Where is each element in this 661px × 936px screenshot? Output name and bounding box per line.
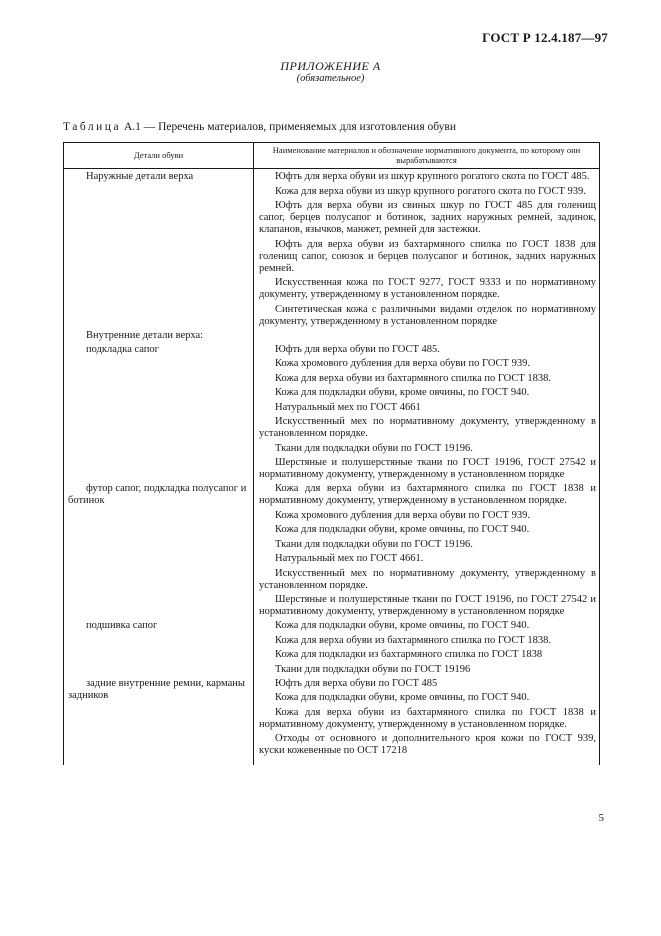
- material-entry: Кожа хромового дубления для верха обуви по ГОСТ 939.: [275, 358, 530, 369]
- materials-cell: [254, 169, 600, 328]
- continuation-cell: [64, 757, 254, 765]
- shoe-part-name: футор сапог, подкладка полусапог и ботинок: [68, 483, 247, 506]
- detail-cell: [64, 169, 254, 328]
- material-entry: Искусственный мех по нормативному документу, утвержденному в установленном порядке.: [259, 416, 596, 439]
- table-caption-label: Таблица: [63, 121, 122, 133]
- materials-table-container: [63, 142, 599, 765]
- table-continuation-row: [64, 757, 600, 765]
- table-caption: [63, 121, 456, 133]
- page-number: 5: [598, 812, 604, 824]
- materials-cell: [254, 342, 600, 482]
- material-entry: Кожа для верха обуви из бахтармяного спилка по ГОСТ 1838 и нормативному документу, утвержденному в установленном порядке.: [259, 706, 596, 730]
- table-row: [64, 676, 600, 758]
- material-entry: Искусственная кожа по ГОСТ 9277, ГОСТ 9333 и по нормативному документу, утвержденному в установленном порядке.: [259, 277, 596, 300]
- detail-cell: [64, 342, 254, 482]
- material-entry: Юфть для верха обуви из свиных шкур по ГОСТ 485 для голенищ сапог, берцев полусапог и ботинок, задних наружных ремней, задинок, клапанов, язычков, манжет, ремней для застежки.: [259, 200, 596, 235]
- material-entry: Шерстяные и полушерстяные ткани по ГОСТ 19196, ГОСТ 27542 и нормативному документу, утвержденному в установленном порядке: [259, 457, 596, 480]
- shoe-part-name: Внутренние детали верха:: [86, 329, 204, 341]
- appendix-title: ПРИЛОЖЕНИЕ А: [280, 59, 381, 73]
- material-entry: Юфть для верха обуви по ГОСТ 485.: [275, 343, 440, 355]
- column-header-details: Детали обуви: [64, 143, 254, 169]
- table-row: [64, 328, 600, 342]
- materials-table: [63, 142, 600, 765]
- material-entry: Юфть для верха обуви по ГОСТ 485: [275, 677, 438, 689]
- table-body: [64, 169, 600, 766]
- material-entry: Кожа для подкладки обуви, кроме овчины, по ГОСТ 940.: [275, 387, 530, 398]
- material-entry: Кожа для подкладки обуви, кроме овчины, по ГОСТ 940.: [275, 620, 530, 631]
- material-entry: Кожа для подкладки обуви, кроме овчины, по ГОСТ 940.: [275, 524, 530, 535]
- materials-cell: [254, 481, 600, 618]
- material-entry: Синтетическая кожа с различными видами отделок по нормативному документу, утвержденному в установленном порядке: [259, 303, 596, 327]
- material-entry: Шерстяные и полушерстяные ткани по ГОСТ 19196, по ГОСТ 27542 и нормативному документу, утвержденному в установленном порядке: [259, 594, 596, 617]
- table-row: [64, 618, 600, 676]
- column-header-materials: Наименование материалов и обозначение нормативного документа, по которому они вырабатываются: [254, 143, 600, 169]
- detail-cell: [64, 676, 254, 758]
- materials-cell: [254, 676, 600, 758]
- table-row: [64, 169, 600, 328]
- material-entry: Отходы от основного и дополнительного кроя кожи по ГОСТ 939, куски кожевенные по ОСТ 17218: [259, 733, 596, 756]
- material-entry: Искусственный мех по нормативному документу, утвержденному в установленном порядке.: [259, 567, 596, 591]
- shoe-part-name: задние внутренние ремни, карманы задников: [68, 677, 245, 701]
- material-entry: Кожа для подкладки обуви, кроме овчины, по ГОСТ 940.: [275, 692, 530, 703]
- material-entry: Кожа для верха обуви из бахтармяного спилка по ГОСТ 1838.: [275, 372, 552, 384]
- material-entry: Кожа хромового дубления для верха обуви по ГОСТ 939.: [275, 509, 530, 521]
- material-entry: Натуральный мех по ГОСТ 4661: [275, 401, 421, 413]
- detail-cell: [64, 618, 254, 676]
- table-row: [64, 342, 600, 482]
- table-row: [64, 481, 600, 618]
- detail-cell: [64, 481, 254, 618]
- material-entry: Кожа для верха обуви из бахтармяного спилка по ГОСТ 1838 и нормативному документу, утвержденному в установленном порядке.: [259, 483, 596, 506]
- table-header-row: [64, 143, 600, 169]
- material-entry: Ткани для подкладки обуви по ГОСТ 19196.: [275, 442, 473, 454]
- material-entry: Ткани для подкладки обуви по ГОСТ 19196.: [275, 538, 473, 550]
- material-entry: Юфть для верха обуви из шкур крупного рогатого скота по ГОСТ 485.: [275, 171, 590, 182]
- continuation-cell: [254, 757, 600, 765]
- shoe-part-name: подшивка сапог: [86, 620, 158, 631]
- appendix-subtitle: (обязательное): [296, 73, 365, 84]
- materials-cell: [254, 618, 600, 676]
- material-entry: Кожа для верха обуви из бахтармяного спилка по ГОСТ 1838.: [275, 634, 552, 646]
- shoe-part-name: подкладка сапог: [86, 343, 159, 355]
- document-code: ГОСТ Р 12.4.187—97: [482, 30, 608, 45]
- table-caption-text: А.1 — Перечень материалов, применяемых для изготовления обуви: [123, 121, 456, 133]
- material-entry: Натуральный мех по ГОСТ 4661.: [275, 553, 424, 564]
- material-entry: Кожа для подкладки из бахтармяного спилка по ГОСТ 1838: [275, 649, 543, 660]
- material-entry: Юфть для верха обуви из бахтармяного спилка по ГОСТ 1838 для голенищ сапог, союзок и берцев полусапог и ботинок, задних наружных ремней.: [259, 238, 596, 274]
- materials-cell: [254, 328, 600, 342]
- material-entry: Кожа для верха обуви из шкур крупного рогатого скота по ГОСТ 939.: [275, 185, 586, 197]
- detail-cell: [64, 328, 254, 342]
- material-entry: Ткани для подкладки обуви по ГОСТ 19196: [275, 663, 471, 675]
- shoe-part-name: Наружные детали верха: [86, 171, 194, 182]
